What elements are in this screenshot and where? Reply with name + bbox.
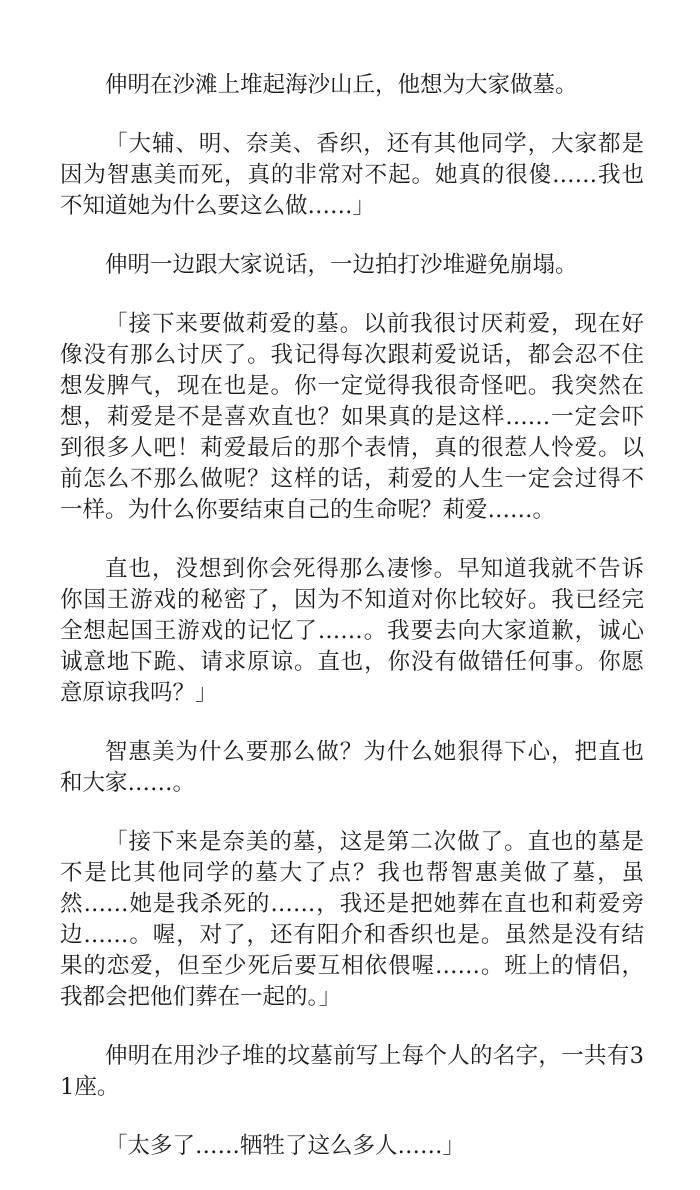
page-body [60, 70, 644, 1190]
paragraph-8: 伸明在用沙子堆的坟墓前写上每个人的名字，一共有31座。 [60, 1043, 644, 1100]
paragraph-7: 「接下来是奈美的墓，这是第二次做了。直也的墓是不是比其他同学的墓大了点？我也帮智惠美做了墓，虽然……她是我杀死的……，我还是把她葬在直也和莉爱旁边……。喔，对了，还有阳介和香织也是。虽然是没有结果的恋爱，但至少死后要互相依偎喔……。班上的情侣，我都会把他们葬在一起的。」 [60, 829, 644, 1010]
paragraph-9: 「太多了……牺牲了这么多人……」 [105, 1133, 466, 1159]
paragraph-6: 智惠美为什么要那么做？为什么她狠得下心，把直也和大家……。 [60, 739, 644, 796]
paragraph-5: 直也，没想到你会死得那么凄惨。早知道我就不告诉你国王游戏的秘密了，因为不知道对你比较好。我已经完全想起国王游戏的记忆了……。我要去向大家道歉，诚心诚意地下跪、请求原谅。直也，你没有做错任何事。你愿意原谅我吗？」 [60, 556, 644, 706]
paragraph-3: 伸明一边跟大家说话，一边拍打沙堆避免崩塌。 [105, 252, 578, 278]
paragraph-2: 「大辅、明、奈美、香织，还有其他同学，大家都是因为智惠美而死，真的非常对不起。她真的很傻……我也不知道她为什么要这么做……」 [60, 131, 644, 219]
paragraph-4: 「接下来要做莉爱的墓。以前我很讨厌莉爱，现在好像没有那么讨厌了。我记得每次跟莉爱说话，都会忍不住想发脾气，现在也是。你一定觉得我很奇怪吧。我突然在想，莉爱是不是喜欢直也？如果真的是这样……一定会吓到很多人吧！莉爱最后的那个表情，真的很惹人怜爱。以前怎么不那么做呢？这样的话，莉爱的人生一定会过得不一样。为什么你要结束自己的生命呢？莉爱……。 [60, 311, 644, 523]
paragraph-1: 伸明在沙滩上堆起海沙山丘，他想为大家做墓。 [105, 72, 578, 98]
